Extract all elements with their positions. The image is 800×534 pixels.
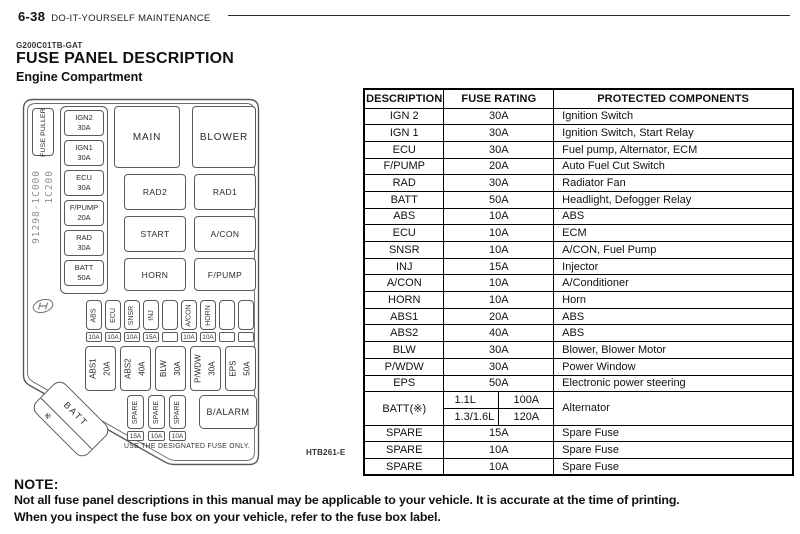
table-cell: ABS (554, 308, 793, 325)
fuse-a-con (181, 300, 197, 330)
table-body (364, 108, 793, 475)
table-cell: A/CON (364, 275, 444, 292)
table-row (364, 258, 793, 275)
table-cell: A/Conditioner (554, 275, 793, 292)
fuse-puller-slot (32, 108, 54, 156)
table-row (364, 208, 793, 225)
table-cell: Blower, Blower Motor (554, 342, 793, 359)
table-cell: 50A (444, 375, 554, 392)
table-row (364, 175, 793, 192)
table-cell: BATT(※) (364, 392, 444, 425)
fuse-rating-box: 10A (169, 431, 186, 441)
caution-text: USE THE DESIGNATED FUSE ONLY. (123, 443, 251, 450)
table-cell: 30A (444, 358, 554, 375)
table-cell: 10A (444, 292, 554, 309)
table-cell: 30A (444, 108, 554, 125)
table-cell: BATT (364, 191, 444, 208)
fuse-name: SPARE (153, 400, 160, 424)
table-cell: 30A (444, 141, 554, 158)
table-cell: ECU (364, 225, 444, 242)
fuse-name: SNSR (128, 305, 136, 325)
fuse-name: ECU (109, 307, 117, 323)
fuse-blw (155, 346, 186, 391)
table-cell: ABS (364, 208, 444, 225)
table-row (364, 125, 793, 142)
col-fuse-rating: FUSE RATING (444, 89, 554, 108)
table-cell: 20A (444, 158, 554, 175)
fuse-label (122, 358, 149, 378)
fuse-b-alarm (199, 395, 257, 429)
fuse-rating-box: 10A (181, 332, 197, 342)
page-header (18, 8, 211, 26)
fuse-rating: 30A (77, 123, 91, 132)
fuse-rating: 30A (207, 361, 217, 376)
fuse-empty (219, 300, 235, 330)
relay-a-con: A/CON (194, 216, 256, 252)
doc-code: G200C01TB-GAT (16, 41, 83, 50)
fuse-eps (225, 346, 256, 391)
table-cell: Alternator (554, 392, 793, 425)
fuse-spare-3 (169, 395, 186, 429)
table-cell: SPARE (364, 442, 444, 459)
table-row (364, 275, 793, 292)
table-cell: 10A (444, 275, 554, 292)
table-cell: ABS1 (364, 308, 444, 325)
note-line-1: Not all fuse panel descriptions in this manual may be applicable to your vehicle. It is accurate at the time of printing. (14, 493, 680, 507)
fuse-rating: 30A (77, 183, 91, 192)
note-line-2: When you inspect the fuse box on your vehicle, refer to the fuse box label. (14, 509, 441, 524)
fuse-name: SPARE (132, 400, 139, 424)
fuse-abs (86, 300, 102, 330)
table-cell: 40A (444, 325, 554, 342)
fuse-name: F/PUMP (69, 202, 99, 212)
fuse-rating-box: 15A (143, 332, 159, 342)
table-row (364, 375, 793, 392)
fuse-spare-1 (127, 395, 144, 429)
table-cell: 20A (444, 308, 554, 325)
fuse-f-pump (64, 200, 104, 226)
table-cell: Ignition Switch, Start Relay (554, 125, 793, 142)
page-subtitle: Engine Compartment (16, 70, 143, 84)
relay-start: START (124, 216, 186, 252)
fuse-rating: 40A (137, 361, 147, 376)
table-row (364, 108, 793, 125)
table-cell: 50A (444, 191, 554, 208)
col-protected-components: PROTECTED COMPONENTS (554, 89, 793, 108)
table-cell: Fuel pump, Alternator, ECM (554, 141, 793, 158)
table-cell: 10A (444, 442, 554, 459)
fuse-ecu (105, 300, 121, 330)
fuse-name: EPS (228, 360, 238, 377)
fuse-name: P/WDW (193, 354, 203, 383)
table-row (364, 458, 793, 475)
table-cell: ECU (364, 141, 444, 158)
table-cell: ABS (554, 208, 793, 225)
table-cell: 15A (444, 258, 554, 275)
fuse-horn (200, 300, 216, 330)
fuse-rating-box: 10A (200, 332, 216, 342)
fuse-rating: 30A (77, 153, 91, 162)
fuse-rad (64, 230, 104, 256)
fuse-name: BATT (74, 262, 94, 272)
fuse-rating: 20A (102, 361, 112, 376)
table-cell: SPARE (364, 458, 444, 475)
table-cell: 30A (444, 342, 554, 359)
note-block (14, 476, 794, 525)
table-cell: Ignition Switch (554, 108, 793, 125)
table-header-row (364, 89, 793, 108)
fuse-name: ABS1 (88, 358, 98, 379)
table-cell: 1.3/1.6L (444, 408, 499, 425)
fuse-rating: 50A (77, 273, 91, 282)
table-cell: A/CON, Fuel Pump (554, 242, 793, 259)
table-row (364, 141, 793, 158)
page-number: 6-38 (18, 9, 46, 24)
table-cell: INJ (364, 258, 444, 275)
fuse-name: INJ (147, 309, 155, 321)
table-row (364, 392, 793, 409)
table-cell: Spare Fuse (554, 458, 793, 475)
fuse-rating-box: 10A (148, 431, 165, 441)
fuse-ign2 (64, 110, 104, 136)
note-title: NOTE: (14, 476, 59, 492)
col-description: DESCRIPTION (364, 89, 444, 108)
table-cell: 100A (499, 392, 554, 409)
table-cell: Radiator Fan (554, 175, 793, 192)
table-cell: ABS (554, 325, 793, 342)
table-cell: Spare Fuse (554, 442, 793, 459)
table-cell: EPS (364, 375, 444, 392)
table-cell: RAD (364, 175, 444, 192)
fuse-label (227, 360, 254, 376)
fuse-rating-box: 15A (127, 431, 144, 441)
figure-code: HTB261-E (306, 448, 346, 457)
section-title: DO-IT-YOURSELF MAINTENANCE (51, 13, 211, 24)
fuse-rating: 20A (77, 213, 91, 222)
table-row (364, 242, 793, 259)
table-row (364, 308, 793, 325)
table-row (364, 358, 793, 375)
table-row (364, 225, 793, 242)
table-cell: Horn (554, 292, 793, 309)
table-row (364, 425, 793, 442)
table-row (364, 342, 793, 359)
table-cell: Electronic power steering (554, 375, 793, 392)
fuse-rating-box: 10A (124, 332, 140, 342)
fuse-inj (143, 300, 159, 330)
fuse-empty (162, 300, 178, 330)
fuse-table (363, 88, 794, 476)
battery-label: BATT (61, 399, 91, 429)
table-cell: Injector (554, 258, 793, 275)
fuse-name: IGN1 (75, 142, 93, 152)
table-cell: BLW (364, 342, 444, 359)
fuse-spare-2 (148, 395, 165, 429)
part-number (30, 170, 56, 294)
fuse-rating-box: 10A (86, 332, 102, 342)
fuse-rating-box (162, 332, 178, 342)
relay-f-pump: F/PUMP (194, 258, 256, 291)
table-cell: 120A (499, 408, 554, 425)
fuse-name: ABS2 (123, 358, 133, 379)
fuse-abs2 (120, 346, 151, 391)
table-cell: Auto Fuel Cut Switch (554, 158, 793, 175)
fuse-box-diagram (22, 98, 260, 468)
fuse-rating-box (219, 332, 235, 342)
table-cell: 10A (444, 225, 554, 242)
fuse-p-wdw (190, 346, 221, 391)
relay-horn: HORN (124, 258, 186, 291)
table-cell: IGN 1 (364, 125, 444, 142)
table-cell: 10A (444, 242, 554, 259)
relay-main: MAIN (114, 106, 180, 168)
table-cell: 15A (444, 425, 554, 442)
fuse-rating-box (238, 332, 254, 342)
fuse-label (157, 360, 184, 377)
table-cell: IGN 2 (364, 108, 444, 125)
fuse-batt (64, 260, 104, 286)
table-cell: SNSR (364, 242, 444, 259)
fuse-name: ABS (90, 307, 98, 323)
fuse-label (87, 358, 114, 378)
table-cell: 10A (444, 208, 554, 225)
fuse-name: BLW (158, 360, 168, 377)
table-cell: Headlight, Defogger Relay (554, 191, 793, 208)
hyundai-logo-icon (31, 296, 55, 316)
fuse-name: A/CON (185, 303, 193, 327)
table-row (364, 442, 793, 459)
fuse-rating-box: 10A (105, 332, 121, 342)
part-number-line1: 91298-1C000 (31, 170, 42, 244)
fuse-rating: 50A (242, 361, 252, 376)
table-cell: 1.1L (444, 392, 499, 409)
fuse-name: ECU (76, 172, 92, 182)
table-row (364, 292, 793, 309)
fuse-snsr (124, 300, 140, 330)
fuse-puller-label: FUSE PULLER (39, 107, 47, 157)
b-alarm-label: B/ALARM (206, 407, 250, 417)
fuse-rating: 30A (77, 243, 91, 252)
table-cell: ABS2 (364, 325, 444, 342)
fuse-name: SPARE (174, 400, 181, 424)
table-cell: Power Window (554, 358, 793, 375)
relay-rad1: RAD1 (194, 174, 256, 210)
table-cell: F/PUMP (364, 158, 444, 175)
part-number-line2: 1C200 (44, 170, 55, 204)
table-cell: P/WDW (364, 358, 444, 375)
relay-blower: BLOWER (192, 106, 256, 168)
fuse-abs1 (85, 346, 116, 391)
header-rule (228, 15, 790, 16)
fuse-name: HORN (204, 304, 212, 326)
table-row (364, 191, 793, 208)
table-cell: HORN (364, 292, 444, 309)
fuse-name: RAD (76, 232, 92, 242)
table-cell: 10A (444, 458, 554, 475)
fuse-rating: 30A (172, 361, 182, 376)
table-row (364, 325, 793, 342)
table-cell: SPARE (364, 425, 444, 442)
fuse-ecu (64, 170, 104, 196)
fuse-ign1 (64, 140, 104, 166)
table-cell: 30A (444, 125, 554, 142)
table-cell: ECM (554, 225, 793, 242)
table-cell: 30A (444, 175, 554, 192)
fuse-label (192, 354, 219, 382)
page-title: FUSE PANEL DESCRIPTION (16, 50, 235, 67)
fuse-empty (238, 300, 254, 330)
fuse-name: IGN2 (75, 112, 93, 122)
table-row (364, 158, 793, 175)
table-cell: Spare Fuse (554, 425, 793, 442)
relay-rad2: RAD2 (124, 174, 186, 210)
battery-symbol: ※ (31, 398, 93, 460)
